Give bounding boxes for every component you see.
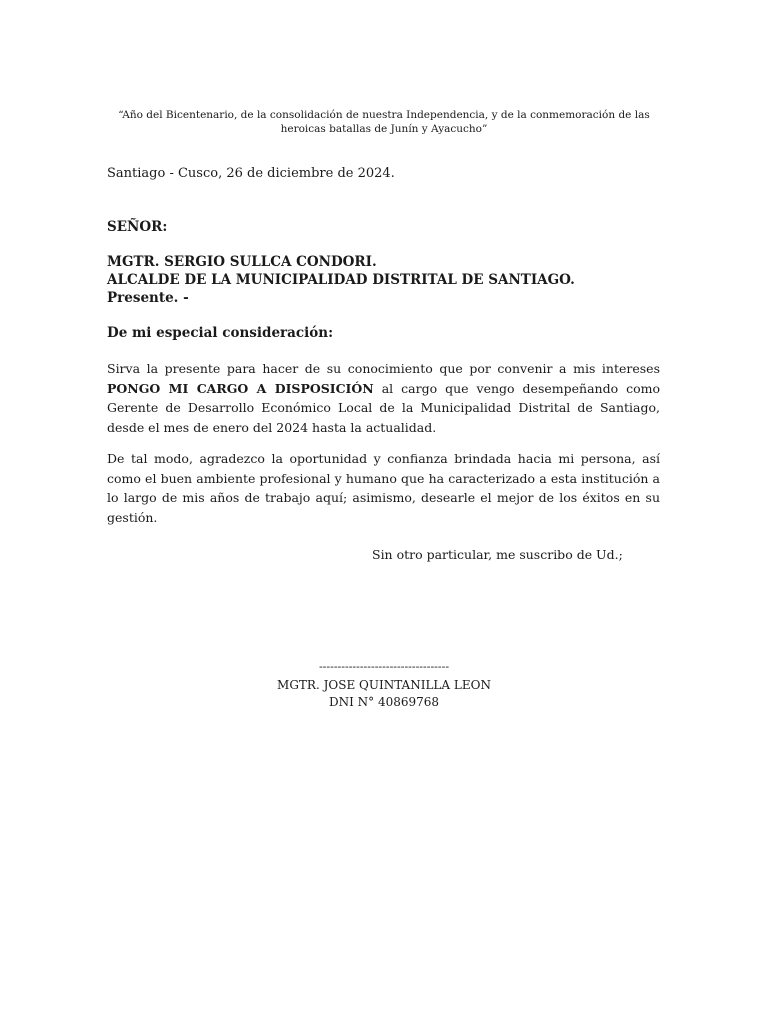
letter-date: Santiago - Cusco, 26 de diciembre de 2024. (107, 166, 395, 181)
signature-block (234, 660, 534, 711)
greeting: De mi especial consideración: (107, 325, 334, 341)
recipient-title: ALCALDE DE LA MUNICIPALIDAD DISTRITAL DE SANTIAGO. (107, 272, 575, 288)
body-paragraph-1 (107, 359, 660, 437)
closing-line: Sin otro particular, me suscribo de Ud.; (372, 547, 623, 562)
recipient-name: MGTR. SERGIO SULLCA CONDORI. (107, 254, 377, 270)
paragraph-1-before: Sirva la presente para hacer de su conocimiento que por convenir a mis intereses (107, 361, 660, 376)
recipient-presente: Presente. - (107, 290, 189, 306)
signature-line: ----------------------------------- (318, 660, 450, 673)
recipient-block (107, 253, 575, 307)
year-motto: “Año del Bicentenario, de la consolidación de nuestra Independencia, y de la conmemoración de las heroicas batallas de Junín y Ayacucho” (118, 109, 650, 135)
signer-name: MGTR. JOSE QUINTANILLA LEON (277, 678, 491, 692)
signer-dni: DNI N° 40869768 (328, 695, 440, 709)
paragraph-1-after: al cargo que vengo desempeñando como Gerente de Desarrollo Económico Local de la Municipalidad Distrital de Santiago, desde el mes de enero del 2024 hasta la actualidad. (107, 380, 660, 435)
salutation: SEÑOR: (107, 219, 168, 235)
body-paragraph-2: De tal modo, agradezco la oportunidad y confianza brindada hacia mi persona, así como el buen ambiente profesional y humano que ha caracterizado a esta institución a lo largo de mis años de trabajo aquí; asimismo, desearle el mejor de los éxitos en su gestión. (107, 451, 660, 525)
paragraph-1-bold: PONGO MI CARGO A DISPOSICIÓN (107, 380, 374, 396)
